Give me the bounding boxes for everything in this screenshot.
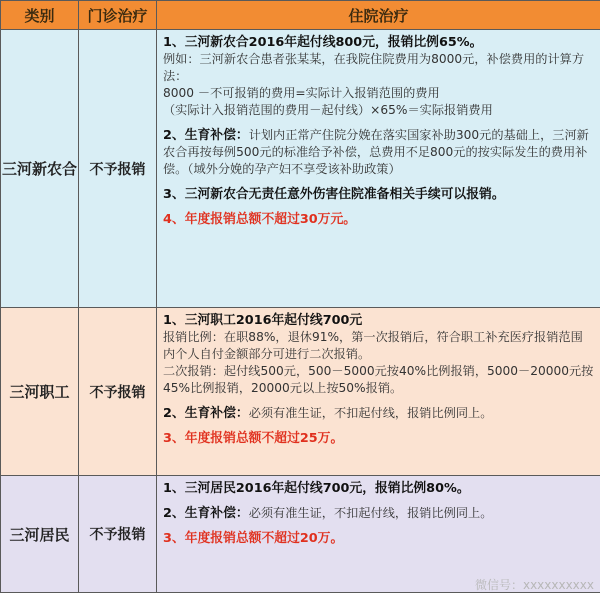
policy-line: （实际计入报销范围的费用－起付线）×65%＝实际报销费用 bbox=[163, 102, 594, 119]
policy-text: 必须有准生证，不扣起付线，报销比例同上。 bbox=[249, 506, 493, 520]
policy-line: 1、三河职工2016年起付线700元 bbox=[163, 312, 594, 329]
inpatient-cell bbox=[157, 30, 600, 308]
policy-text: 计划内正常产住院分娩在落实国家补助300元的基础上，三河新农合再按每例500元的标准给予补偿，总费用不足800元的按实际发生的费用补偿。（域外分娩的孕产妇不享受该补助政策） bbox=[163, 128, 589, 176]
policy-text: 必须有准生证，不扣起付线，报销比例同上。 bbox=[249, 406, 493, 420]
header-outpatient: 门诊治疗 bbox=[79, 1, 157, 30]
policy-subhead: 2、生育补偿： bbox=[163, 128, 249, 143]
policy-line: 1、三河新农合2016年起付线800元，报销比例65%。 bbox=[163, 34, 594, 51]
category-cell: 三河居民 bbox=[1, 476, 79, 593]
policy-line: 例如：三河新农合患者张某某，在我院住院费用为8000元，补偿费用的计算方法： bbox=[163, 51, 594, 85]
category-cell: 三河新农合 bbox=[1, 30, 79, 308]
policy-line bbox=[163, 405, 594, 422]
policy-limit: 4、年度报销总额不超过30万元。 bbox=[163, 211, 594, 228]
policy-line bbox=[163, 127, 594, 178]
outpatient-cell: 不予报销 bbox=[79, 476, 157, 593]
watermark: 微信号：xxxxxxxxxx bbox=[475, 576, 594, 593]
policy-limit: 3、年度报销总额不超过25万。 bbox=[163, 430, 594, 447]
policy-line: 报销比例：在职88%，退休91%，第一次报销后，符合职工补充医疗报销范围内个人自付金额部分可进行二次报销。 bbox=[163, 329, 594, 363]
policy-line: 8000 －不可报销的费用=实际计入报销范围的费用 bbox=[163, 85, 594, 102]
policy-line: 二次报销：起付线500元，500－5000元按40%比例报销，5000－20000元按45%比例报销，20000元以上按50%报销。 bbox=[163, 363, 594, 397]
inpatient-cell bbox=[157, 308, 600, 476]
policy-line: 3、三河新农合无责任意外伤害住院准备相关手续可以报销。 bbox=[163, 186, 594, 203]
header-row bbox=[1, 1, 600, 30]
policy-limit: 3、年度报销总额不超过20万。 bbox=[163, 530, 594, 547]
policy-subhead: 2、生育补偿： bbox=[163, 506, 249, 521]
inpatient-cell bbox=[157, 476, 600, 593]
row-zhigong bbox=[1, 308, 600, 476]
row-jumin bbox=[1, 476, 600, 593]
policy-subhead: 2、生育补偿： bbox=[163, 406, 249, 421]
policy-line bbox=[163, 505, 594, 522]
outpatient-cell: 不予报销 bbox=[79, 30, 157, 308]
row-xinnonghe bbox=[1, 30, 600, 308]
header-category: 类别 bbox=[1, 1, 79, 30]
header-inpatient: 住院治疗 bbox=[157, 1, 600, 30]
category-cell: 三河职工 bbox=[1, 308, 79, 476]
policy-line: 1、三河居民2016年起付线700元，报销比例80%。 bbox=[163, 480, 594, 497]
outpatient-cell: 不予报销 bbox=[79, 308, 157, 476]
